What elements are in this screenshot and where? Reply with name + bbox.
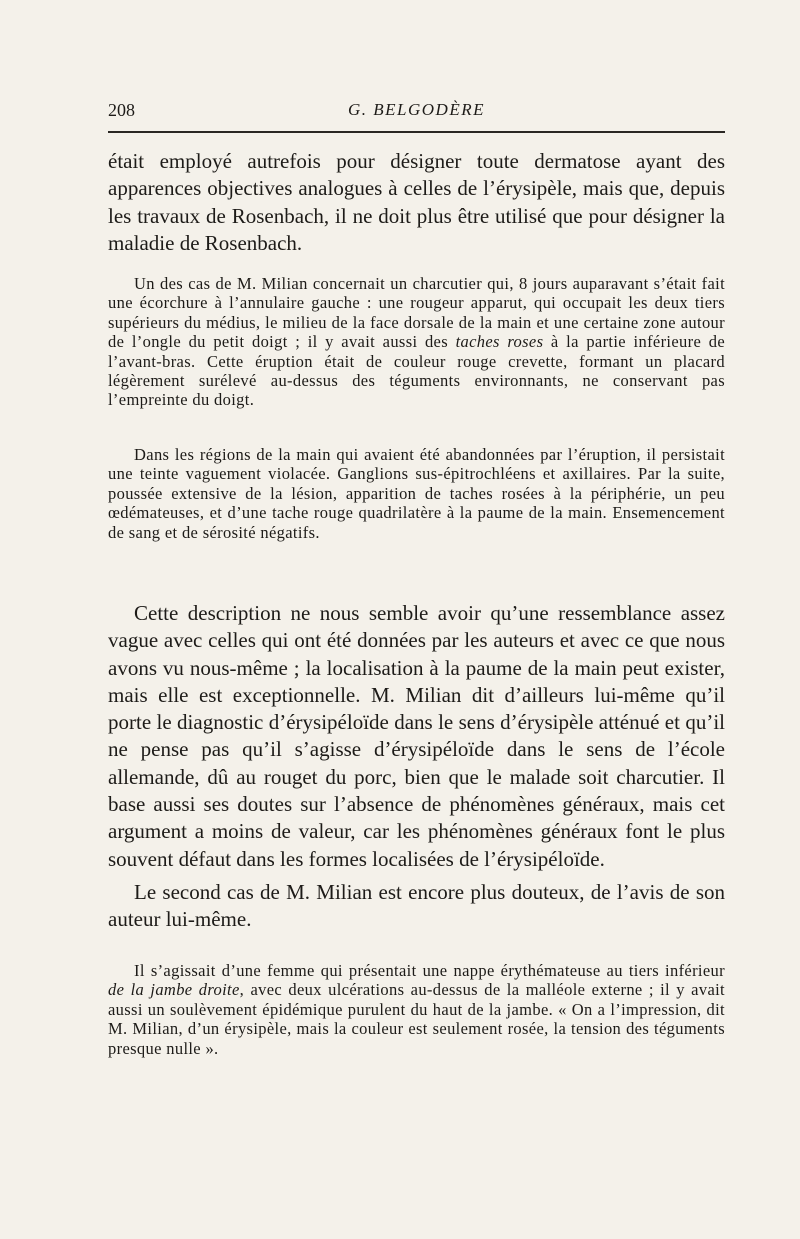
paragraph-discussion	[108, 600, 725, 873]
paragraph-text: , avec deux ulcérations au-dessus de la malléole externe ; il y avait aussi un soulèvement épidémique purulent du haut de la jambe. « On a l’impression, dit M. Milian, d’un érysipèle, mais la couleur est seulement rosée, la tension des téguments presque nulle ».	[108, 980, 725, 1058]
paragraph-text: Il s’agissait d’une femme qui présentait une nappe érythémateuse au tiers inférieur	[134, 961, 725, 980]
italic-phrase: de la jambe droite	[108, 980, 240, 1000]
quoted-paragraph-second-case	[108, 961, 725, 1058]
italic-phrase: taches roses	[455, 332, 544, 352]
paragraph-text: à la partie inférieure de l’avant-bras. Cette éruption était de couleur rouge crevette, formant un placard légèrement surélevé au-dessus des téguments environnants, ne conservant pas l’empreinte du doigt.	[108, 332, 725, 410]
quoted-paragraph-evolution	[108, 445, 725, 542]
paragraph-continuation	[108, 148, 725, 257]
paragraph-text: Dans les régions de la main qui avaient été abandonnées par l’éruption, il persistait une teinte vaguement violacée. Ganglions sus-épitrochléens et axillaires. Par la suite, poussée extensive de la lésion, apparition de taches rosées à la périphérie, un peu œdémateuses, et d’une tache rouge quadrilatère à la paume de la main. Ensemencement de sang et de sérosité négatifs.	[108, 445, 725, 542]
running-head: G. BELGODÈRE	[348, 100, 485, 119]
quoted-paragraph-first-case	[108, 274, 725, 410]
paragraph-text: était employé autrefois pour désigner toute dermatose ayant des apparences objectives analogues à celles de l’érysipèle, mais que, depuis les travaux de Rosenbach, il ne doit plus être utilisé que pour désigner la maladie de Rosenbach.	[108, 149, 725, 255]
page-header	[108, 100, 725, 124]
paragraph-text: Le second cas de M. Milian est encore plus douteux, de l’avis de son auteur lui-même.	[108, 880, 725, 932]
header-rule	[108, 131, 725, 133]
page-number: 208	[108, 100, 135, 120]
paragraph-second-case	[108, 879, 725, 934]
paragraph-text: Cette description ne nous semble avoir qu’une ressemblance assez vague avec celles qui ont été données par les auteurs et avec ce que nous avons vu nous-même ; la localisation à la paume de la main peut exister, mais elle est exceptionnelle. M. Milian dit d’ailleurs lui-même qu’il porte le diagnostic d’érysipéloïde dans le sens d’érysipèle atténué et qu’il ne pense pas qu’il s’agisse d’érysipéloïde dans le sens de l’école allemande, dû au rouget du porc, bien que le malade soit charcutier. Il base aussi ses doutes sur l’absence de phénomènes généraux, mais cet argument a moins de valeur, car les phénomènes généraux font le plus souvent défaut dans les formes localisées de l’érysipéloïde.	[108, 601, 725, 871]
paragraph-text: Un des cas de M. Milian concernait un charcutier qui, 8 jours auparavant s’était fait une écorchure à l’annulaire gauche : une rougeur apparut, qui occupait les deux tiers supérieurs du médius, le milieu de la face dorsale de la main et une certaine zone autour de l’ongle du petit doigt ; il y avait aussi des	[108, 274, 725, 352]
